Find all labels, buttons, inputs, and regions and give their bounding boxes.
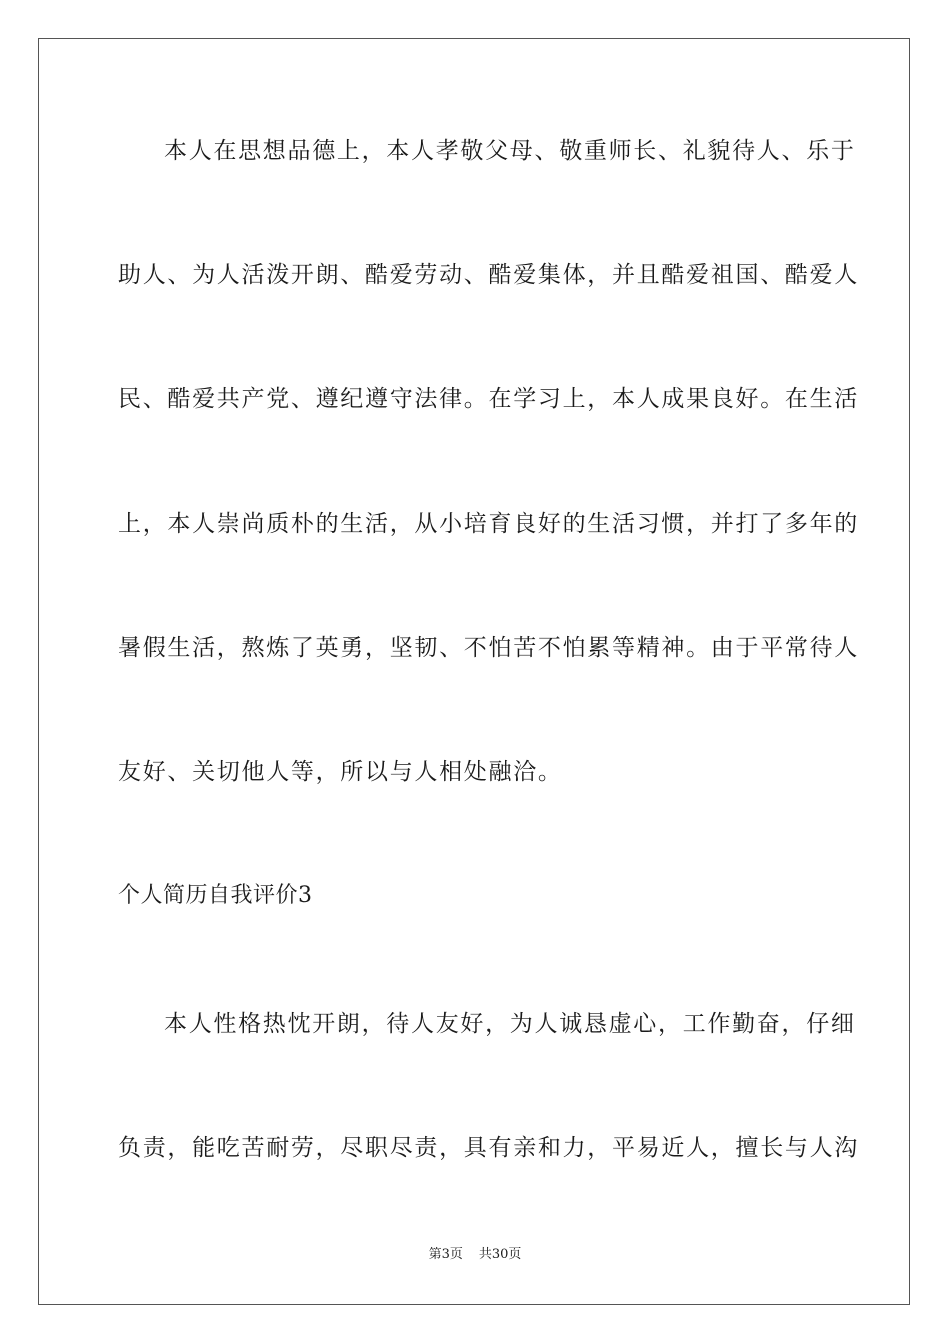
paragraph-line: 上，本人崇尚质朴的生活，从小培育良好的生活习惯，并打了多年的	[118, 511, 859, 537]
paragraph-line: 本人在思想品德上，本人孝敬父母、敬重师长、礼貌待人、乐于	[164, 138, 856, 164]
page-footer	[0, 1245, 950, 1265]
paragraph-line: 民、酷爱共产党、遵纪遵守法律。在学习上，本人成果良好。在生活	[118, 386, 859, 412]
section-heading: 个人简历自我评价3	[118, 883, 313, 908]
page-total: 共30页	[478, 1247, 522, 1262]
paragraph-line: 负责，能吃苦耐劳，尽职尽责，具有亲和力，平易近人，擅长与人沟	[118, 1135, 859, 1161]
paragraph-line: 助人、为人活泼开朗、酷爱劳动、酷爱集体，并且酷爱祖国、酷爱人	[118, 262, 859, 288]
paragraph-line: 友好、关切他人等，所以与人相处融洽。	[118, 759, 563, 785]
paragraph-line: 暑假生活，熬炼了英勇，坚韧、不怕苦不怕累等精神。由于平常待人	[118, 635, 859, 661]
page-number: 第3页	[428, 1247, 463, 1262]
paragraph-line: 本人性格热忱开朗，待人友好，为人诚恳虚心，工作勤奋，仔细	[164, 1011, 856, 1037]
document-page	[38, 38, 910, 1305]
